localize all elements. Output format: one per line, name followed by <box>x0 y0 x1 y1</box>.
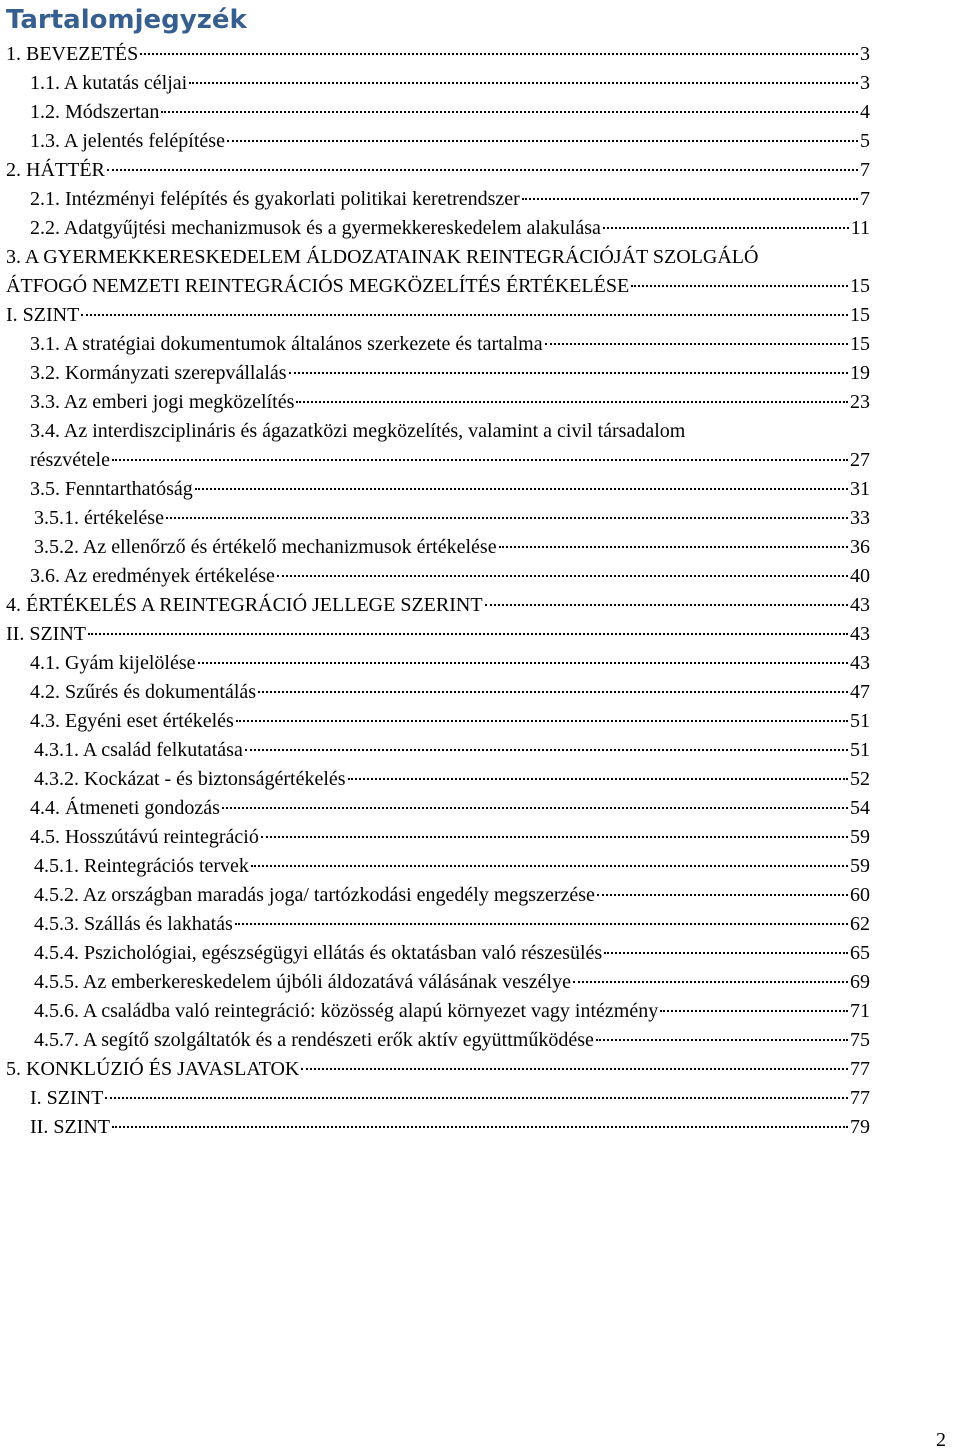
toc-entry[interactable] <box>34 504 870 533</box>
toc-entry-page: 52 <box>850 768 870 790</box>
dot-leader <box>112 459 848 461</box>
dot-leader <box>660 1010 848 1012</box>
toc-entry-page: 77 <box>850 1058 870 1080</box>
toc-entry-label-continued: részvétele <box>30 449 110 471</box>
toc-entry-label: 4.4. Átmeneti gondozás <box>30 797 220 819</box>
dot-leader <box>105 1097 848 1099</box>
dot-leader <box>289 372 848 374</box>
toc-entry-page: 15 <box>850 275 870 297</box>
toc-entry-label: 4.3. Egyéni eset értékelés <box>30 710 234 732</box>
dot-leader <box>596 1039 848 1041</box>
toc-entry-page: 65 <box>850 942 870 964</box>
toc-entry-label: 4.1. Gyám kijelölése <box>30 652 196 674</box>
toc-entry-label: 3.5. Fenntarthatóság <box>30 478 193 500</box>
toc-entry-page: 62 <box>850 913 870 935</box>
dot-leader <box>245 749 848 751</box>
toc-entry-page: 43 <box>850 652 870 674</box>
toc-entry-label: 4.5.7. A segítő szolgáltatók és a rendészeti erők aktív együttműködése <box>34 1029 594 1051</box>
dot-leader <box>88 633 848 635</box>
toc-entry[interactable] <box>34 533 870 562</box>
dot-leader <box>161 111 858 113</box>
toc-entry-page: 19 <box>850 362 870 384</box>
toc-entry-page: 47 <box>850 681 870 703</box>
toc-entry[interactable] <box>30 707 870 736</box>
dot-leader <box>573 981 848 983</box>
toc-entry-label: 4.3.2. Kockázat - és biztonságértékelés <box>34 768 346 790</box>
toc-entry-label: 3.5.1. értékelése <box>34 507 164 529</box>
toc-entry[interactable] <box>34 910 870 939</box>
toc-entry[interactable] <box>30 127 870 156</box>
toc-entry-label: 2.1. Intézményi felépítés és gyakorlati politikai keretrendszer <box>30 188 520 210</box>
dot-leader <box>261 836 848 838</box>
toc-entry-label: 3.2. Kormányzati szerepvállalás <box>30 362 287 384</box>
toc-entry-label-continued: ÁTFOGÓ NEMZETI REINTEGRÁCIÓS MEGKÖZELÍTÉS ÉRTÉKELÉSE <box>6 275 630 297</box>
toc-entry[interactable] <box>6 1055 870 1084</box>
toc-entry-label: 4.2. Szűrés és dokumentálás <box>30 681 257 703</box>
toc-entry-label: 2. HÁTTÉR <box>6 159 105 181</box>
toc-entry-label: 4.5.5. Az emberkereskedelem újbóli áldozatává válásának veszélye <box>34 971 571 993</box>
toc-entry-label: I. SZINT <box>6 304 80 326</box>
dot-leader <box>166 517 848 519</box>
dot-leader <box>112 1126 848 1128</box>
toc-entry[interactable] <box>30 649 870 678</box>
dot-leader <box>545 343 848 345</box>
dot-leader <box>485 604 848 606</box>
toc-entry-label: 1.2. Módszertan <box>30 101 160 123</box>
toc-entry-label: 4.5.3. Szállás és lakhatás <box>34 913 233 935</box>
toc-title: Tartalomjegyzék <box>6 5 247 35</box>
toc-entry-label: 4.3.1. A család felkutatása <box>34 739 243 761</box>
toc-entry-page: 33 <box>850 507 870 529</box>
dot-leader <box>235 923 848 925</box>
dot-leader <box>189 82 858 84</box>
toc-entry[interactable] <box>34 968 870 997</box>
toc-entry[interactable] <box>30 562 870 591</box>
toc-entry-label: 2.2. Adatgyűjtési mechanizmusok és a gyermekkereskedelem alakulása <box>30 217 601 239</box>
dot-leader <box>301 1068 848 1070</box>
toc-entry[interactable] <box>6 591 870 620</box>
toc-entry-page: 71 <box>850 1000 870 1022</box>
toc-entry-page: 54 <box>850 797 870 819</box>
toc-entry[interactable] <box>30 185 870 214</box>
toc-entry-label: 1.1. A kutatás céljai <box>30 72 188 94</box>
dot-leader <box>603 227 849 229</box>
toc-entry-page: 43 <box>850 623 870 645</box>
toc-entry-label[interactable]: 3.4. Az interdiszciplináris és ágazatközi megközelítés, valamint a civil társadalom <box>30 420 686 442</box>
toc-entry[interactable] <box>30 794 870 823</box>
toc-entry[interactable] <box>30 446 870 475</box>
toc-entry[interactable] <box>34 939 870 968</box>
toc-entry-label: 3.6. Az eredmények értékelése <box>30 565 275 587</box>
toc-entry-page: 51 <box>850 739 870 761</box>
dot-leader <box>348 778 848 780</box>
toc-entry-label: 3.5.2. Az ellenőrző és értékelő mechanizmusok értékelése <box>34 536 497 558</box>
toc-entry-label: 1. BEVEZETÉS <box>6 43 139 65</box>
toc-entry[interactable] <box>6 301 870 330</box>
toc-entry-page: 5 <box>860 130 870 152</box>
toc-entry-label: 4.5.4. Pszichológiai, egészségügyi ellátás és oktatásban való részesülés <box>34 942 603 964</box>
toc-entry-label: 4.5.6. A családba való reintegráció: közösség alapú környezet vagy intézmény <box>34 1000 659 1022</box>
toc-entry[interactable] <box>6 620 870 649</box>
dot-leader <box>81 314 848 316</box>
toc-entry-page: 3 <box>860 72 870 94</box>
toc-entry[interactable] <box>30 823 870 852</box>
toc-entry-label[interactable]: 3. A GYERMEKKERESKEDELEM ÁLDOZATAINAK REINTEGRÁCIÓJÁT SZOLGÁLÓ <box>6 246 759 268</box>
toc-entry[interactable] <box>34 852 870 881</box>
dot-leader <box>631 285 848 287</box>
dot-leader <box>198 662 848 664</box>
toc-entry-page: 27 <box>850 449 870 471</box>
toc-entry[interactable] <box>30 475 870 504</box>
toc-entry-page: 75 <box>850 1029 870 1051</box>
toc-entry-label: 4.5.1. Reintegrációs tervek <box>34 855 249 877</box>
toc-entry-page: 31 <box>850 478 870 500</box>
toc-entry-page: 69 <box>850 971 870 993</box>
toc-entry[interactable] <box>30 69 870 98</box>
dot-leader <box>499 546 848 548</box>
toc-entry-label: II. SZINT <box>30 1116 110 1138</box>
toc-entry-label: 3.1. A stratégiai dokumentumok általános szerkezete és tartalma <box>30 333 543 355</box>
toc-entry[interactable] <box>34 765 870 794</box>
toc-entry-page: 7 <box>860 188 870 210</box>
toc-entry[interactable] <box>30 359 870 388</box>
dot-leader <box>107 169 858 171</box>
toc-entry[interactable] <box>6 40 870 69</box>
toc-entry[interactable] <box>34 736 870 765</box>
toc-entry-page: 4 <box>860 101 870 123</box>
toc-entry-page: 51 <box>850 710 870 732</box>
toc-entry[interactable] <box>34 1026 870 1055</box>
dot-leader <box>604 952 848 954</box>
dot-leader <box>236 720 848 722</box>
toc-entry-label: 1.3. A jelentés felépítése <box>30 130 225 152</box>
toc-entry-page: 15 <box>850 333 870 355</box>
toc-entry[interactable] <box>30 330 870 359</box>
toc-entry-page: 77 <box>850 1087 870 1109</box>
toc-entry-label: 4.5. Hosszútávú reintegráció <box>30 826 259 848</box>
dot-leader <box>296 401 848 403</box>
toc-entry-page: 43 <box>850 594 870 616</box>
dot-leader <box>258 691 848 693</box>
toc-entry-page: 59 <box>850 855 870 877</box>
dot-leader <box>597 894 848 896</box>
toc-entry-page: 7 <box>860 159 870 181</box>
dot-leader <box>195 488 848 490</box>
toc-entry-page: 60 <box>850 884 870 906</box>
toc-entry-label: II. SZINT <box>6 623 86 645</box>
dot-leader <box>227 140 858 142</box>
page-number: 2 <box>936 1429 946 1451</box>
toc-entry-page: 3 <box>860 43 870 65</box>
toc-entry[interactable] <box>6 156 870 185</box>
toc-entry[interactable] <box>30 678 870 707</box>
dot-leader <box>222 807 848 809</box>
toc-entry-label: 4. ÉRTÉKELÉS A REINTEGRÁCIÓ JELLEGE SZERINT <box>6 594 483 616</box>
toc-entry-page: 36 <box>850 536 870 558</box>
dot-leader <box>277 575 848 577</box>
toc-entry-page: 11 <box>850 217 870 239</box>
toc-entry-page: 40 <box>850 565 870 587</box>
dot-leader <box>522 198 858 200</box>
toc-entry[interactable] <box>30 1113 870 1142</box>
toc-entry-label: I. SZINT <box>30 1087 104 1109</box>
toc-entry-label: 3.3. Az emberi jogi megközelítés <box>30 391 295 413</box>
dot-leader <box>140 53 858 55</box>
toc-entry[interactable] <box>34 881 870 910</box>
toc-entry-page: 79 <box>850 1116 870 1138</box>
toc-entry-page: 23 <box>850 391 870 413</box>
toc-entry-label: 5. KONKLÚZIÓ ÉS JAVASLATOK <box>6 1058 300 1080</box>
toc-entry[interactable] <box>30 98 870 127</box>
toc-entry-page: 15 <box>850 304 870 326</box>
toc-entry[interactable] <box>30 214 870 243</box>
toc-entry-page: 59 <box>850 826 870 848</box>
toc-entry[interactable] <box>34 997 870 1026</box>
dot-leader <box>251 865 848 867</box>
toc-entry[interactable] <box>30 1084 870 1113</box>
toc-entry-label: 4.5.2. Az országban maradás joga/ tartózkodási engedély megszerzése <box>34 884 595 906</box>
toc-entry[interactable] <box>30 388 870 417</box>
toc-entry[interactable] <box>6 272 870 301</box>
